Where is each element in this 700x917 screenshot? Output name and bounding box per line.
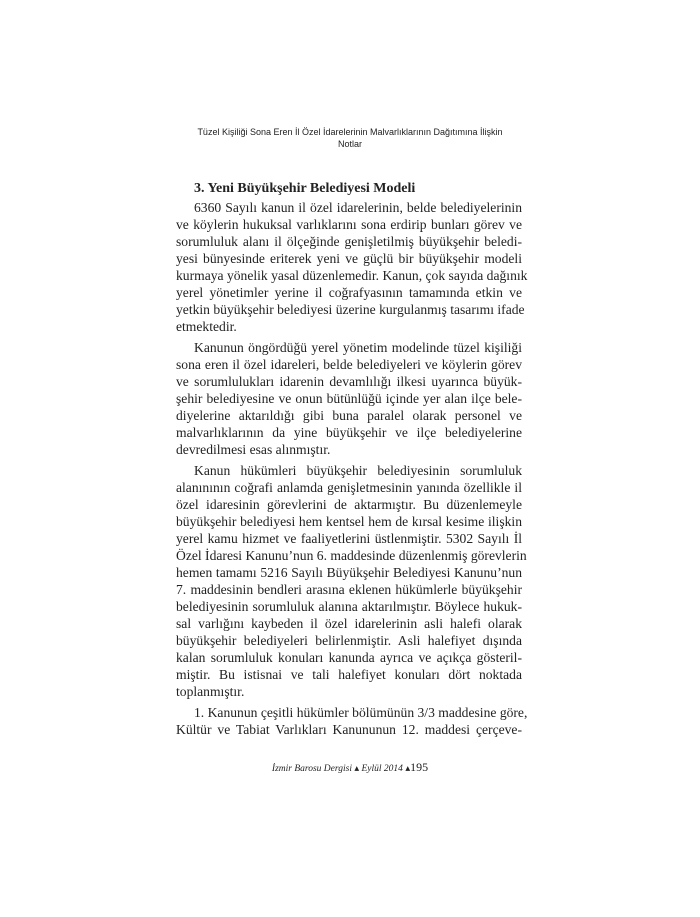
paragraph: [176, 199, 528, 335]
paragraph: [176, 704, 528, 738]
text-line: alanınının coğrafi anlamda genişletmesinin yanında özellikle il: [176, 480, 522, 495]
text-line: 1. Kanunun çeşitli hükümler bölümünün 3/3 maddesine göre,: [194, 705, 528, 720]
section-heading: 3. Yeni Büyükşehir Belediyesi Modeli: [194, 181, 416, 196]
text-line: 7. maddesinin bendleri arasına eklenen hükümlerle büyükşehir: [176, 582, 522, 597]
text-line: ve sorumlulukları idarenin devamlılığı ilkesi uyarınca büyük-: [176, 374, 522, 389]
text-line: 6360 Sayılı kanun il özel idarelerinin, belde belediyelerinin: [194, 200, 522, 215]
text-line: miştir. Bu istisnai ve tali halefiyet konuları dört noktada: [176, 667, 522, 682]
text-line: şehir belediyesine ve onun bütünlüğü içinde yer alan ilçe bele-: [176, 391, 522, 406]
text-line: Kanun hükümleri büyükşehir belediyesinin sorumluluk: [194, 463, 522, 478]
text-line: kalan sorumluluk konuları kanunda ayrıca ve açıkça gösteril-: [176, 650, 522, 665]
page-body: [176, 178, 528, 742]
running-header-line-2: Notlar: [337, 139, 362, 149]
text-line: Kanunun öngördüğü yerel yönetim modelinde tüzel kişiliği: [194, 340, 522, 355]
text-line: diyelerine aktarıldığı gibi buna paralel olarak personel ve: [176, 408, 522, 423]
text-line: yerel yönetimler yerine il coğrafyasının tamamında etkin ve: [176, 285, 522, 300]
text-line: kurmaya yönelik yasal düzenlemedir. Kanun, çok sayıda dağınık: [176, 268, 528, 283]
issue-date: Eylül 2014: [361, 764, 403, 774]
page-number: 195: [410, 760, 429, 774]
text-line: etmektedir.: [176, 319, 237, 334]
text-line: hemen tamamı 5216 Sayılı Büyükşehir Belediyesi Kanunu’nun: [176, 565, 522, 580]
text-line: toplanmıştır.: [176, 684, 245, 699]
text-line: devredilmesi esas alınmıştır.: [176, 442, 331, 457]
running-header-line-1: Tüzel Kişiliği Sona Eren İl Özel İdarelerinin Malvarlıklarının Dağıtımına İlişkin: [197, 127, 503, 137]
text-line: Kültür ve Tabiat Varlıkları Kanununun 12. maddesi çerçeve-: [176, 722, 522, 737]
text-line: malvarlıklarının da yine büyükşehir ve ilçe belediyelerine: [176, 425, 522, 440]
running-header: [150, 126, 550, 150]
text-line: Özel İdaresi Kanunu’nun 6. maddesinde düzenlenmiş görevlerin: [176, 548, 527, 563]
separator-icon: ▴: [354, 764, 360, 774]
text-line: büyükşehir belediyesi hem kentsel hem de kırsal kesime ilişkin: [176, 514, 522, 529]
text-line: sona eren il özel idareleri, belde belediyeleri ve köylerin görev: [176, 357, 522, 372]
journal-name: İzmir Barosu Dergisi: [271, 764, 352, 774]
separator-icon: ▴: [405, 764, 411, 774]
page-footer: [150, 760, 550, 775]
text-line: belediyesinin sorumluluk alanına aktarılmıştır. Böylece hukuk-: [176, 599, 522, 614]
text-line: sal varlığını kaybeden il özel idarelerinin asli halefi olarak: [176, 616, 522, 631]
text-line: büyükşehir belediyeleri belirlenmiştir. Asli halefiyet dışında: [176, 633, 522, 648]
text-line: yerel kamu hizmet ve faaliyetlerini üstlenmiştir. 5302 Sayılı İl: [176, 531, 522, 546]
text-line: yesi bünyesinde eriterek yeni ve güçlü bir büyükşehir modeli: [176, 251, 522, 266]
paragraph: [176, 462, 527, 700]
text-line: sorumluluk alanı il ölçeğinde genişletilmiş büyükşehir beledi-: [176, 234, 522, 249]
text-line: özel idaresinin görevlerini de aktarmıştır. Bu düzenlemeyle: [176, 497, 522, 512]
paragraph: [176, 339, 522, 458]
text-line: ve köylerin hukuksal varlıklarını sona erdirip bunları görev ve: [176, 217, 522, 232]
text-line: yetkin büyükşehir belediyesi üzerine kurgulanmış tasarımı ifade: [176, 302, 525, 317]
paragraphs: [176, 199, 528, 738]
